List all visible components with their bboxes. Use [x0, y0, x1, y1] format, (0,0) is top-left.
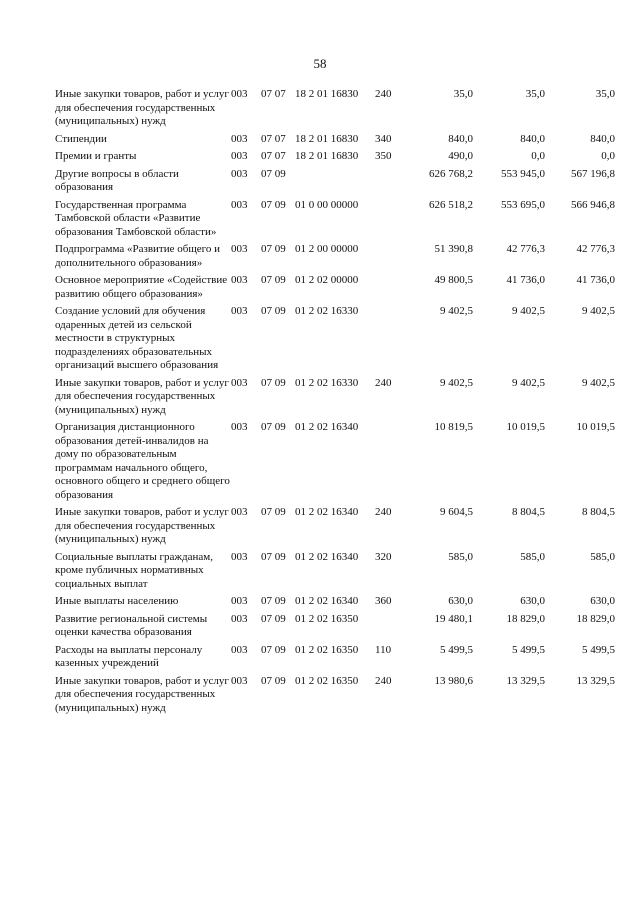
expense-type-cell — [375, 274, 401, 305]
amount-year1-cell: 840,0 — [448, 132, 473, 145]
grbs-code-cell: 003 — [231, 674, 248, 687]
amount-year3-cell: 5 499,5 — [582, 643, 615, 656]
table-row — [55, 595, 615, 613]
row-name-cell: Иные выплаты населению — [55, 595, 179, 607]
section-code-cell: 07 09 — [261, 506, 286, 518]
amount-year2-cell: 10 019,5 — [506, 421, 545, 433]
amount-year3-cell: 13 329,5 — [576, 674, 615, 687]
expense-type-cell — [375, 168, 401, 199]
grbs-code-cell: 003 — [231, 274, 248, 286]
row-name-cell: Иные закупки товаров, работ и услуг для обеспечения государственных (муниципальных) нужд — [55, 88, 229, 127]
amount-year3-cell: 630,0 — [590, 595, 615, 607]
amount-year2-cell: 0,0 — [531, 150, 545, 162]
expense-type-cell: 240 — [375, 376, 392, 389]
amount-year2-cell: 553 945,0 — [501, 167, 545, 180]
section-code-cell: 07 09 — [261, 274, 286, 286]
expense-type-cell: 340 — [375, 132, 392, 145]
grbs-code-cell: 003 — [231, 132, 248, 145]
amount-year2-cell: 42 776,3 — [506, 243, 545, 255]
amount-year2-cell: 13 329,5 — [506, 674, 545, 687]
section-code-cell: 07 09 — [261, 612, 286, 625]
amount-year2-cell: 5 499,5 — [512, 643, 545, 656]
row-name-cell: Иные закупки товаров, работ и услуг для обеспечения государственных (муниципальных) нужд — [55, 376, 229, 416]
amount-year1-cell: 19 480,1 — [434, 612, 473, 625]
row-name-cell: Другие вопросы в области образования — [55, 167, 179, 193]
amount-year2-cell: 8 804,5 — [512, 506, 545, 518]
section-code-cell: 07 09 — [261, 198, 286, 211]
amount-year1-cell: 10 819,5 — [434, 421, 473, 433]
table-row — [55, 644, 615, 675]
target-article-cell: 01 2 02 16340 — [295, 421, 359, 433]
amount-year1-cell: 9 402,5 — [440, 376, 473, 389]
amount-year1-cell: 585,0 — [448, 550, 473, 563]
row-name-cell: Подпрограмма «Развитие общего и дополнительного образования» — [55, 243, 221, 269]
target-article-cell: 18 2 01 16830 — [295, 132, 359, 145]
section-code-cell: 07 07 — [261, 88, 286, 100]
table-row — [55, 168, 615, 199]
table-row — [55, 243, 615, 274]
grbs-code-cell: 003 — [231, 243, 248, 255]
section-code-cell: 07 09 — [261, 421, 286, 433]
grbs-code-cell: 003 — [231, 150, 248, 162]
row-name-cell: Иные закупки товаров, работ и услуг для обеспечения государственных (муниципальных) нужд — [55, 506, 229, 545]
expense-type-cell — [375, 199, 401, 244]
grbs-code-cell: 003 — [231, 198, 248, 211]
target-article-cell — [295, 168, 375, 199]
grbs-code-cell: 003 — [231, 305, 248, 317]
row-name-cell: Расходы на выплаты персоналу казенных учреждений — [55, 643, 203, 669]
amount-year3-cell: 42 776,3 — [576, 243, 615, 255]
amount-year2-cell: 9 402,5 — [512, 305, 545, 317]
amount-year3-cell: 10 019,5 — [576, 421, 615, 433]
row-name-cell: Социальные выплаты гражданам, кроме публичных нормативных социальных выплат — [55, 550, 213, 590]
amount-year2-cell: 41 736,0 — [506, 274, 545, 286]
table-row — [55, 274, 615, 305]
amount-year2-cell: 9 402,5 — [512, 376, 545, 389]
grbs-code-cell: 003 — [231, 506, 248, 518]
table-row — [55, 675, 615, 720]
expense-type-cell — [375, 243, 401, 274]
expense-type-cell — [375, 613, 401, 644]
grbs-code-cell: 003 — [231, 376, 248, 389]
amount-year1-cell: 51 390,8 — [434, 243, 473, 255]
amount-year2-cell: 553 695,0 — [501, 198, 545, 211]
amount-year2-cell: 35,0 — [525, 88, 545, 100]
table-row — [55, 88, 615, 133]
table-row — [55, 133, 615, 151]
expense-type-cell: 240 — [375, 674, 392, 687]
amount-year1-cell: 626 768,2 — [429, 167, 473, 180]
section-code-cell: 07 09 — [261, 243, 286, 255]
amount-year3-cell: 41 736,0 — [576, 274, 615, 286]
expense-type-cell: 240 — [375, 88, 392, 100]
amount-year1-cell: 9 402,5 — [440, 305, 473, 317]
target-article-cell: 01 2 02 16350 — [295, 612, 359, 625]
row-name-cell: Создание условий для обучения одаренных детей из сельской местности в структурных подразделениях образовательных организаций высшего образования — [55, 305, 219, 371]
grbs-code-cell: 003 — [231, 88, 248, 100]
section-code-cell: 07 07 — [261, 132, 286, 145]
amount-year1-cell: 626 518,2 — [429, 198, 473, 211]
grbs-code-cell: 003 — [231, 643, 248, 656]
expense-type-cell: 320 — [375, 550, 392, 563]
section-code-cell: 07 09 — [261, 167, 286, 180]
table-body — [55, 88, 615, 719]
amount-year3-cell: 8 804,5 — [582, 506, 615, 518]
row-name-cell: Стипендии — [55, 132, 107, 145]
amount-year3-cell: 585,0 — [590, 550, 615, 563]
target-article-cell: 01 2 02 16340 — [295, 506, 359, 518]
budget-table — [55, 88, 615, 719]
section-code-cell: 07 09 — [261, 376, 286, 389]
table-row — [55, 613, 615, 644]
amount-year1-cell: 35,0 — [453, 88, 473, 100]
amount-year3-cell: 9 402,5 — [582, 305, 615, 317]
amount-year3-cell: 9 402,5 — [582, 376, 615, 389]
table-row — [55, 199, 615, 244]
table-row — [55, 150, 615, 168]
amount-year1-cell: 5 499,5 — [440, 643, 473, 656]
amount-year2-cell: 630,0 — [520, 595, 545, 607]
row-name-cell: Государственная программа Тамбовской области «Развитие образования Тамбовской области» — [55, 198, 217, 238]
amount-year1-cell: 49 800,5 — [434, 274, 473, 286]
grbs-code-cell: 003 — [231, 612, 248, 625]
page-number: 58 — [313, 56, 327, 71]
grbs-code-cell: 003 — [231, 421, 248, 433]
target-article-cell: 01 2 02 16350 — [295, 674, 359, 687]
section-code-cell: 07 09 — [261, 550, 286, 563]
amount-year2-cell: 840,0 — [520, 132, 545, 145]
expense-type-cell: 350 — [375, 150, 392, 162]
amount-year3-cell: 840,0 — [590, 132, 615, 145]
section-code-cell: 07 09 — [261, 674, 286, 687]
amount-year1-cell: 490,0 — [448, 150, 473, 162]
expense-type-cell — [375, 305, 401, 377]
amount-year3-cell: 0,0 — [601, 150, 615, 162]
amount-year2-cell: 585,0 — [520, 550, 545, 563]
expense-type-cell: 240 — [375, 506, 392, 518]
target-article-cell: 01 2 02 16340 — [295, 550, 359, 563]
amount-year3-cell: 567 196,8 — [571, 167, 615, 180]
amount-year3-cell: 18 829,0 — [576, 612, 615, 625]
table-row — [55, 506, 615, 551]
section-code-cell: 07 09 — [261, 305, 286, 317]
amount-year1-cell: 9 604,5 — [440, 506, 473, 518]
grbs-code-cell: 003 — [231, 550, 248, 563]
target-article-cell: 01 0 00 00000 — [295, 198, 359, 211]
expense-type-cell — [375, 421, 401, 506]
section-code-cell: 07 07 — [261, 150, 286, 162]
table-row — [55, 551, 615, 596]
row-name-cell: Основное мероприятие «Содействие развитию общего образования» — [55, 274, 228, 300]
target-article-cell: 01 2 00 00000 — [295, 243, 359, 255]
amount-year3-cell: 566 946,8 — [571, 198, 615, 211]
target-article-cell: 01 2 02 16330 — [295, 376, 359, 389]
target-article-cell: 18 2 01 16830 — [295, 150, 359, 162]
grbs-code-cell: 003 — [231, 167, 248, 180]
amount-year1-cell: 13 980,6 — [434, 674, 473, 687]
section-code-cell: 07 09 — [261, 643, 286, 656]
target-article-cell: 01 2 02 16340 — [295, 595, 359, 607]
row-name-cell: Премии и гранты — [55, 150, 137, 162]
row-name-cell: Развитие региональной системы оценки качества образования — [55, 612, 208, 638]
table-row — [55, 421, 615, 506]
target-article-cell: 18 2 01 16830 — [295, 88, 359, 100]
amount-year1-cell: 630,0 — [448, 595, 473, 607]
amount-year3-cell: 35,0 — [595, 88, 615, 100]
row-name-cell: Иные закупки товаров, работ и услуг для обеспечения государственных (муниципальных) нужд — [55, 674, 229, 714]
target-article-cell: 01 2 02 16330 — [295, 305, 359, 317]
grbs-code-cell: 003 — [231, 595, 248, 607]
row-name-cell: Организация дистанционного образования детей-инвалидов на дому по образовательным программам начального общего, основного общего и среднего общего образования — [55, 421, 230, 501]
target-article-cell: 01 2 02 16350 — [295, 643, 359, 656]
target-article-cell: 01 2 02 00000 — [295, 274, 359, 286]
expense-type-cell: 110 — [375, 643, 392, 656]
table-row — [55, 377, 615, 422]
table-row — [55, 305, 615, 377]
expense-type-cell: 360 — [375, 595, 392, 607]
section-code-cell: 07 09 — [261, 595, 286, 607]
amount-year2-cell: 18 829,0 — [506, 612, 545, 625]
